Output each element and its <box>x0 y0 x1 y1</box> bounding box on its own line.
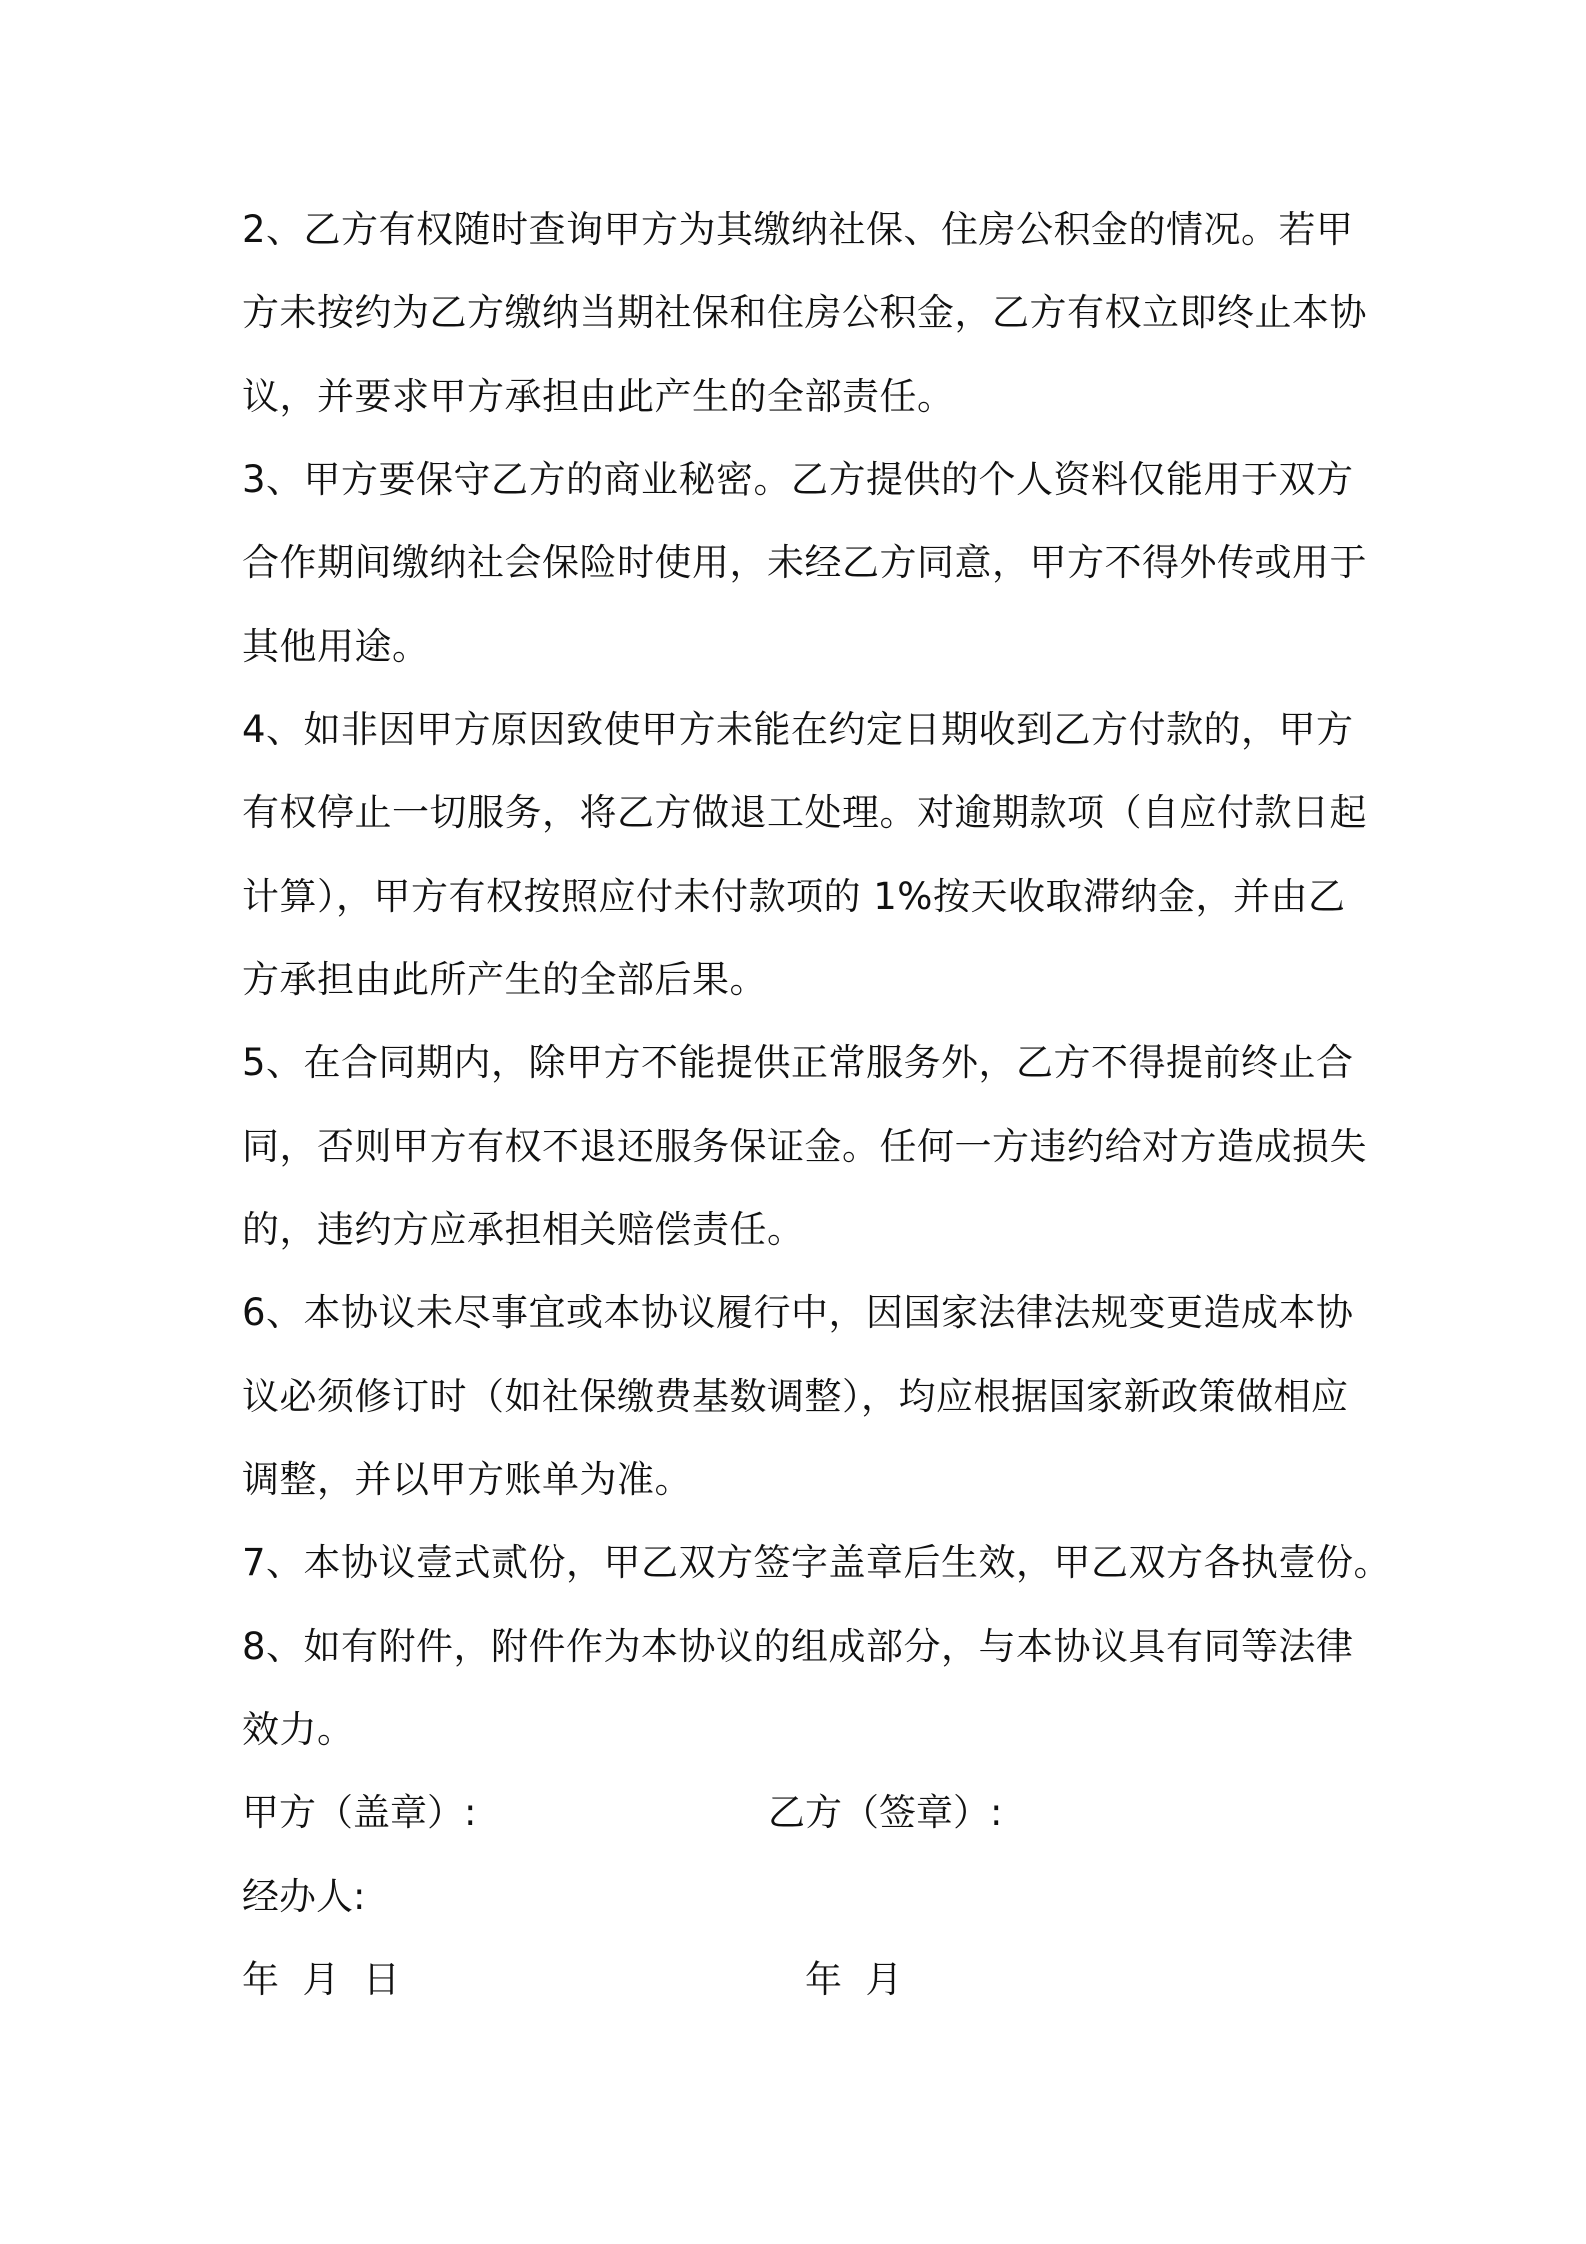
clause-8-line-1: 8、如有附件，附件作为本协议的组成部分，与本协议具有同等法律 <box>242 1625 1354 1668</box>
clause-7-line-1: 7、本协议壹式贰份，甲乙双方签字盖章后生效，甲乙双方各执壹份。 <box>242 1541 1392 1584</box>
clause-6-line-2: 议必须修订时（如社保缴费基数调整），均应根据国家新政策做相应 <box>242 1375 1349 1418</box>
clause-5-line-3: 的，违约方应承担相关赔偿责任。 <box>242 1208 805 1251</box>
clause-3-line-1: 3、甲方要保守乙方的商业秘密。乙方提供的个人资料仅能用于双方 <box>242 458 1354 501</box>
clause-3-line-2: 合作期间缴纳社会保险时使用，未经乙方同意，甲方不得外传或用于 <box>242 541 1367 584</box>
clause-2-line-2: 方未按约为乙方缴纳当期社保和住房公积金，乙方有权立即终止本协 <box>242 291 1367 334</box>
handler-label: 经办人: <box>242 1875 366 1918</box>
clause-2-line-1: 2、乙方有权随时查询甲方为其缴纳社保、住房公积金的情况。若甲 <box>242 208 1354 251</box>
clause-2-line-3: 议，并要求甲方承担由此产生的全部责任。 <box>242 375 955 418</box>
party-b-sign-label: 乙方（签章）: <box>768 1791 1003 1834</box>
clause-3-line-3: 其他用途。 <box>242 625 430 668</box>
party-a-seal-label: 甲方（盖章）: <box>242 1791 477 1834</box>
clause-4-line-4: 方承担由此所产生的全部后果。 <box>242 958 767 1001</box>
clause-8-line-2: 效力。 <box>242 1708 355 1751</box>
clause-5-line-2: 同，否则甲方有权不退还服务保证金。任何一方违约给对方造成损失 <box>242 1125 1367 1168</box>
clause-4-line-2: 有权停止一切服务，将乙方做退工处理。对逾期款项（自应付款日起 <box>242 791 1367 834</box>
clause-6-line-1: 6、本协议未尽事宜或本协议履行中，因国家法律法规变更造成本协 <box>242 1291 1354 1334</box>
clause-4-line-3: 计算），甲方有权按照应付未付款项的 1%按天收取滞纳金，并由乙 <box>242 875 1346 918</box>
clause-4-line-1: 4、如非因甲方原因致使甲方未能在约定日期收到乙方付款的，甲方 <box>242 708 1354 751</box>
clause-5-line-1: 5、在合同期内，除甲方不能提供正常服务外，乙方不得提前终止合 <box>242 1041 1354 1084</box>
clause-6-line-3: 调整，并以甲方账单为准。 <box>242 1458 692 1501</box>
party-b-date: 年 月 <box>805 1958 903 2001</box>
party-a-date: 年 月 日 <box>242 1958 401 2001</box>
